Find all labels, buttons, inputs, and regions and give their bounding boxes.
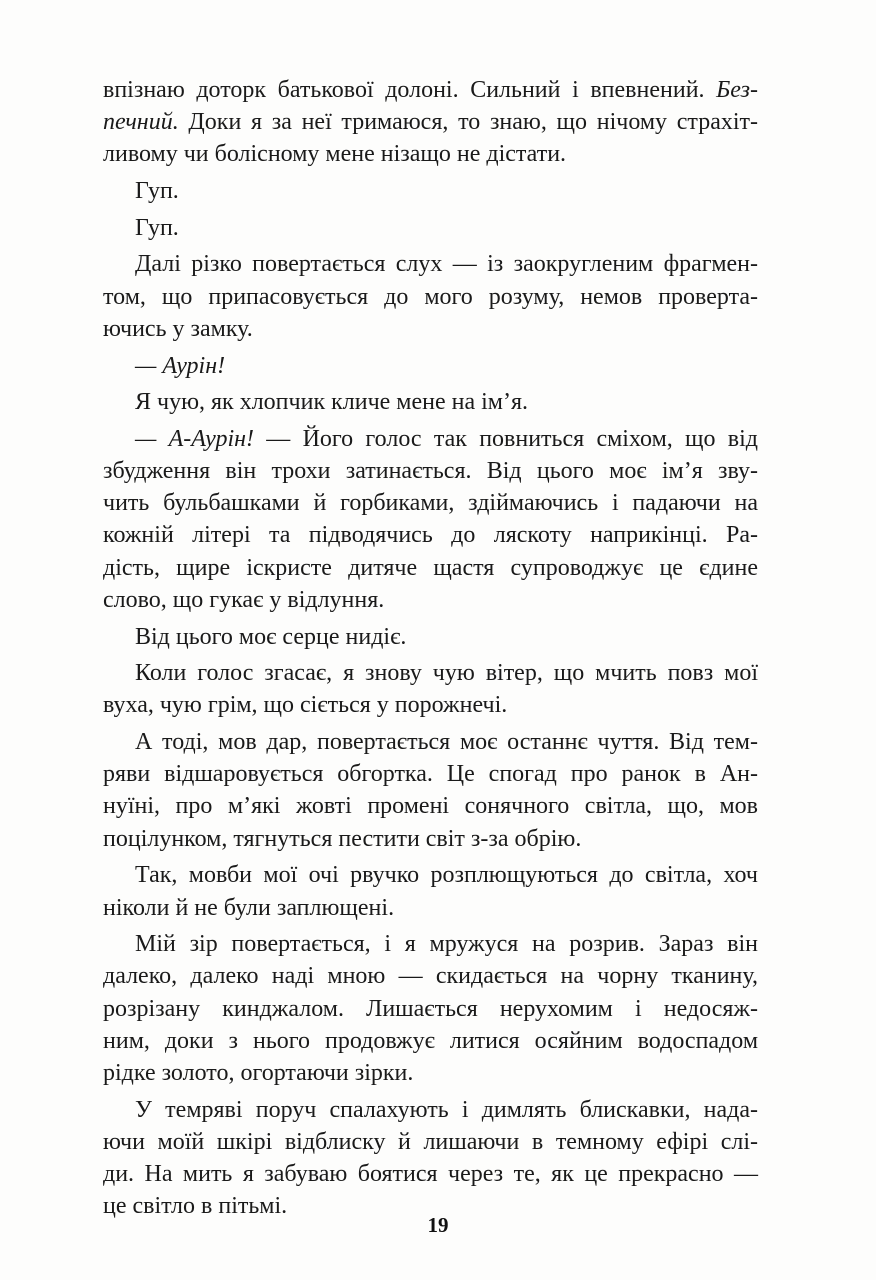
text-segment: Так, мовби мої очі рвучко розплющуються до світла, хоч (135, 862, 758, 889)
text-line (103, 1126, 758, 1158)
italic-text: — Аурін! (135, 352, 226, 379)
text-segment: поцілунком, тягнуться пестити світ з-за обрію. (103, 825, 582, 852)
body-text (103, 74, 758, 1222)
text-line (103, 74, 758, 106)
text-line (103, 689, 758, 721)
text-segment: Коли голос згасає, я знову чую вітер, що мчить повз мої (135, 660, 758, 687)
text-segment: Я чую, як хлопчик кличе мене на ім’я. (135, 389, 529, 416)
text-segment: ючись у замку. (103, 315, 253, 342)
text-line (103, 960, 758, 992)
text-line (103, 928, 758, 960)
text-line (103, 455, 758, 487)
text-segment: кожній літері та підводячись до ляскоту наприкінці. Ра- (103, 522, 758, 549)
text-segment: Від цього моє серце нидіє. (135, 623, 407, 650)
text-line (103, 212, 758, 244)
text-line (103, 758, 758, 790)
text-segment: Далі різко повертається слух — із заокругленим фрагмен- (135, 251, 758, 278)
text-line (103, 386, 758, 418)
text-segment: Доки я за неї тримаюся, то знаю, що нічому страхіт- (178, 109, 758, 136)
text-line (103, 138, 758, 170)
text-line (103, 1025, 758, 1057)
text-line (103, 487, 758, 519)
text-line (103, 790, 758, 822)
text-line (103, 175, 758, 207)
text-line (103, 248, 758, 280)
italic-text: — А-Аурін! (135, 425, 255, 452)
text-segment: ливому чи болісному мене нізащо не дістати. (103, 141, 567, 168)
text-line (103, 726, 758, 758)
text-segment: збудження він трохи затинається. Від цього моє ім’я зву- (103, 458, 758, 485)
text-line (103, 1094, 758, 1126)
text-line (103, 892, 758, 924)
text-segment: нуїні, про м’які жовті промені сонячного світла, що, мов (103, 793, 758, 820)
text-line (103, 423, 758, 455)
text-segment: ди. На мить я забуваю боятися через те, як це прекрасно — (103, 1161, 758, 1187)
text-segment: ючи моїй шкірі відблиску й лишаючи в темному ефірі слі- (103, 1128, 758, 1155)
italic-text: печний. (103, 109, 179, 136)
text-segment: впізнаю доторк батькової долоні. Сильний і впевнений. (103, 77, 717, 103)
text-line (103, 519, 758, 551)
page-number: 19 (427, 1213, 449, 1237)
text-line (103, 106, 758, 138)
text-segment: дість, щире іскристе дитяче щастя супроводжує це єдине (103, 554, 758, 581)
text-line (103, 281, 758, 313)
text-segment: ним, доки з нього продовжує литися осяйним водоспадом (103, 1027, 758, 1054)
text-segment: — Його голос так повниться сміхом, що від (254, 425, 758, 452)
text-line (103, 621, 758, 653)
text-line (103, 1057, 758, 1089)
text-line (103, 657, 758, 689)
text-segment: рідке золото, огортаючи зірки. (103, 1059, 414, 1086)
text-line (103, 859, 758, 891)
text-segment: Гуп. (135, 214, 179, 241)
text-line (103, 350, 758, 382)
text-segment: А тоді, мов дар, повертається моє останнє чуття. Від тем- (135, 729, 758, 756)
text-line (103, 584, 758, 616)
text-segment: Гуп. (135, 178, 179, 205)
text-segment: слово, що гукає у відлуння. (103, 586, 385, 613)
text-segment: У темряві поруч спалахують і димлять блискавки, нада- (135, 1096, 758, 1123)
text-segment: розрізану кинджалом. Лишається нерухомим і недосяж- (103, 995, 758, 1022)
text-segment: вуха, чую грім, що сіється у порожнечі. (103, 692, 508, 719)
text-line (103, 823, 758, 855)
text-line (103, 552, 758, 584)
text-segment: том, що припасовується до мого розуму, немов проверта- (103, 283, 758, 310)
text-segment: ряви відшаровується обгортка. Це спогад про ранок в Ан- (103, 761, 758, 788)
text-line (103, 313, 758, 345)
text-line (103, 993, 758, 1025)
text-segment: Мій зір повертається, і я мружуся на розрив. Зараз він (135, 931, 758, 958)
text-segment: чить бульбашками й горбиками, здіймаючись і падаючи на (103, 490, 758, 517)
text-segment: далеко, далеко наді мною — скидається на чорну тканину, (103, 963, 758, 990)
text-segment: ніколи й не були заплющені. (103, 894, 395, 921)
italic-text: Без- (716, 77, 758, 103)
text-segment: це світло в пітьмі. (103, 1193, 288, 1220)
text-line (103, 1158, 758, 1190)
